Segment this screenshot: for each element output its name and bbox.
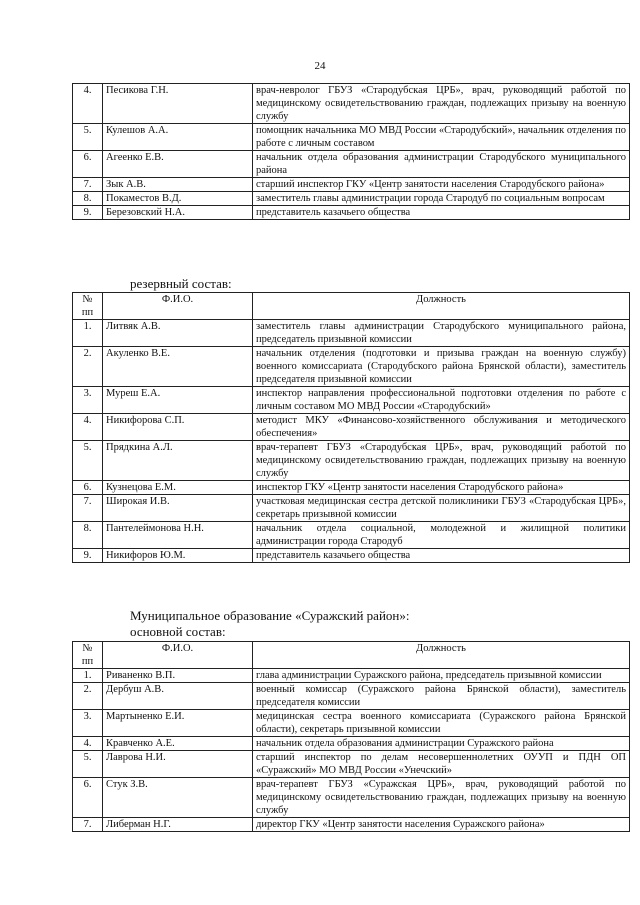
main-composition-table-continued: [72, 83, 630, 220]
member-name: Никифорова С.П.: [103, 414, 253, 441]
table-row: [73, 683, 630, 710]
table-row: [73, 778, 630, 818]
row-number: 6.: [73, 778, 103, 818]
member-position: методист МКУ «Финансово-хозяйственного обслуживания и методического обеспечения»: [253, 414, 630, 441]
member-name: Лаврова Н.И.: [103, 751, 253, 778]
row-number: 7.: [73, 495, 103, 522]
row-number: 4.: [73, 84, 103, 124]
member-name: Пантелеймонова Н.Н.: [103, 522, 253, 549]
row-number: 6.: [73, 481, 103, 495]
member-position: врач-невролог ГБУЗ «Стародубская ЦРБ», врач, руководящий работой по медицинскому освидетельствованию граждан, подлежащих призыву на военную службу: [253, 84, 630, 124]
row-number: 9.: [73, 206, 103, 220]
member-name: Прядкина А.Л.: [103, 441, 253, 481]
reserve-heading: резервный состав:: [130, 276, 232, 291]
member-position: инспектор ГКУ «Центр занятости населения Стародубского района»: [253, 481, 630, 495]
member-name: Либерман Н.Г.: [103, 818, 253, 832]
row-number: 3.: [73, 387, 103, 414]
member-position: начальник отдела образования администрации Стародубского муниципального района: [253, 151, 630, 178]
row-number: 4.: [73, 737, 103, 751]
surazh-composition-table: [72, 641, 630, 832]
member-position: представитель казачьего общества: [253, 206, 630, 220]
municipality-heading: Муниципальное образование «Суражский район»:: [130, 608, 410, 623]
member-name: Березовский Н.А.: [103, 206, 253, 220]
member-name: Широкая И.В.: [103, 495, 253, 522]
row-number: 7.: [73, 818, 103, 832]
row-number: 5.: [73, 124, 103, 151]
row-number: 2.: [73, 683, 103, 710]
table-header-row: [73, 642, 630, 669]
member-position: участковая медицинская сестра детской поликлиники ГБУЗ «Стародубская ЦРБ», секретарь призывной комиссии: [253, 495, 630, 522]
table-header-row: [73, 293, 630, 320]
table-row: [73, 710, 630, 737]
table-row: [73, 178, 630, 192]
member-name: Стук З.В.: [103, 778, 253, 818]
member-name: Кузнецова Е.М.: [103, 481, 253, 495]
member-position: врач-терапевт ГБУЗ «Суражская ЦРБ», врач, руководящий работой по медицинскому освидетельствованию граждан, подлежащих призыву на военную службу: [253, 778, 630, 818]
table-row: [73, 414, 630, 441]
member-position: старший инспектор по делам несовершеннолетних ОУУП и ПДН ОП «Суражский» МО МВД России «Унечский»: [253, 751, 630, 778]
table-row: [73, 737, 630, 751]
header-num: № пп: [73, 293, 103, 320]
member-position: помощник начальника МО МВД России «Стародубский», начальник отделения по работе с личным составом: [253, 124, 630, 151]
table-row: [73, 522, 630, 549]
member-name: Песикова Г.Н.: [103, 84, 253, 124]
reserve-composition-table: [72, 292, 630, 563]
table-row: [73, 151, 630, 178]
member-name: Риваненко В.П.: [103, 669, 253, 683]
header-position: Должность: [253, 642, 630, 669]
row-number: 1.: [73, 320, 103, 347]
member-position: начальник отделения (подготовки и призыва граждан на военную службу) военного комиссариата (Стародубского района Брянской области), заместитель председателя призывной комиссии: [253, 347, 630, 387]
member-name: Кравченко А.Е.: [103, 737, 253, 751]
row-number: 7.: [73, 178, 103, 192]
row-number: 1.: [73, 669, 103, 683]
table-row: [73, 495, 630, 522]
main-composition-heading: основной состав:: [130, 624, 226, 639]
row-number: 8.: [73, 522, 103, 549]
header-name: Ф.И.О.: [103, 293, 253, 320]
table-row: [73, 818, 630, 832]
table-row: [73, 192, 630, 206]
header-position: Должность: [253, 293, 630, 320]
member-name: Покаместов В.Д.: [103, 192, 253, 206]
table-row: [73, 387, 630, 414]
member-position: представитель казачьего общества: [253, 549, 630, 563]
table-row: [73, 751, 630, 778]
member-name: Кулешов А.А.: [103, 124, 253, 151]
row-number: 3.: [73, 710, 103, 737]
member-position: заместитель главы администрации Стародубского муниципального района, председатель призывной комиссии: [253, 320, 630, 347]
member-name: Мартыненко Е.И.: [103, 710, 253, 737]
row-number: 6.: [73, 151, 103, 178]
row-number: 4.: [73, 414, 103, 441]
page-number: 24: [314, 60, 326, 72]
member-position: военный комиссар (Суражского района Брянской области), заместитель председателя комиссии: [253, 683, 630, 710]
member-name: Зык А.В.: [103, 178, 253, 192]
header-num: № пп: [73, 642, 103, 669]
member-position: начальник отдела образования администрации Суражского района: [253, 737, 630, 751]
table-row: [73, 84, 630, 124]
member-name: Литвяк А.В.: [103, 320, 253, 347]
table-row: [73, 441, 630, 481]
member-position: старший инспектор ГКУ «Центр занятости населения Стародубского района»: [253, 178, 630, 192]
member-position: начальник отдела социальной, молодежной и жилищной политики администрации города Стародуб: [253, 522, 630, 549]
member-name: Никифоров Ю.М.: [103, 549, 253, 563]
member-position: врач-терапевт ГБУЗ «Стародубская ЦРБ», врач, руководящий работой по медицинскому освидетельствованию граждан, подлежащих призыву на военную службу: [253, 441, 630, 481]
member-position: глава администрации Суражского района, председатель призывной комиссии: [253, 669, 630, 683]
table-row: [73, 347, 630, 387]
member-position: медицинская сестра военного комиссариата (Суражского района Брянской области), секретарь призывной комиссии: [253, 710, 630, 737]
member-position: инспектор направления профессиональной подготовки отделения по работе с личным составом МО МВД России «Стародубский»: [253, 387, 630, 414]
table-row: [73, 124, 630, 151]
member-position: заместитель главы администрации города Стародуб по социальным вопросам: [253, 192, 630, 206]
member-name: Акуленко В.Е.: [103, 347, 253, 387]
header-name: Ф.И.О.: [103, 642, 253, 669]
row-number: 5.: [73, 751, 103, 778]
member-position: директор ГКУ «Центр занятости населения Суражского района»: [253, 818, 630, 832]
row-number: 9.: [73, 549, 103, 563]
table-row: [73, 206, 630, 220]
table-row: [73, 549, 630, 563]
row-number: 2.: [73, 347, 103, 387]
table-row: [73, 481, 630, 495]
row-number: 8.: [73, 192, 103, 206]
member-name: Агеенко Е.В.: [103, 151, 253, 178]
member-name: Муреш Е.А.: [103, 387, 253, 414]
member-name: Дербуш А.В.: [103, 683, 253, 710]
row-number: 5.: [73, 441, 103, 481]
table-row: [73, 669, 630, 683]
table-row: [73, 320, 630, 347]
